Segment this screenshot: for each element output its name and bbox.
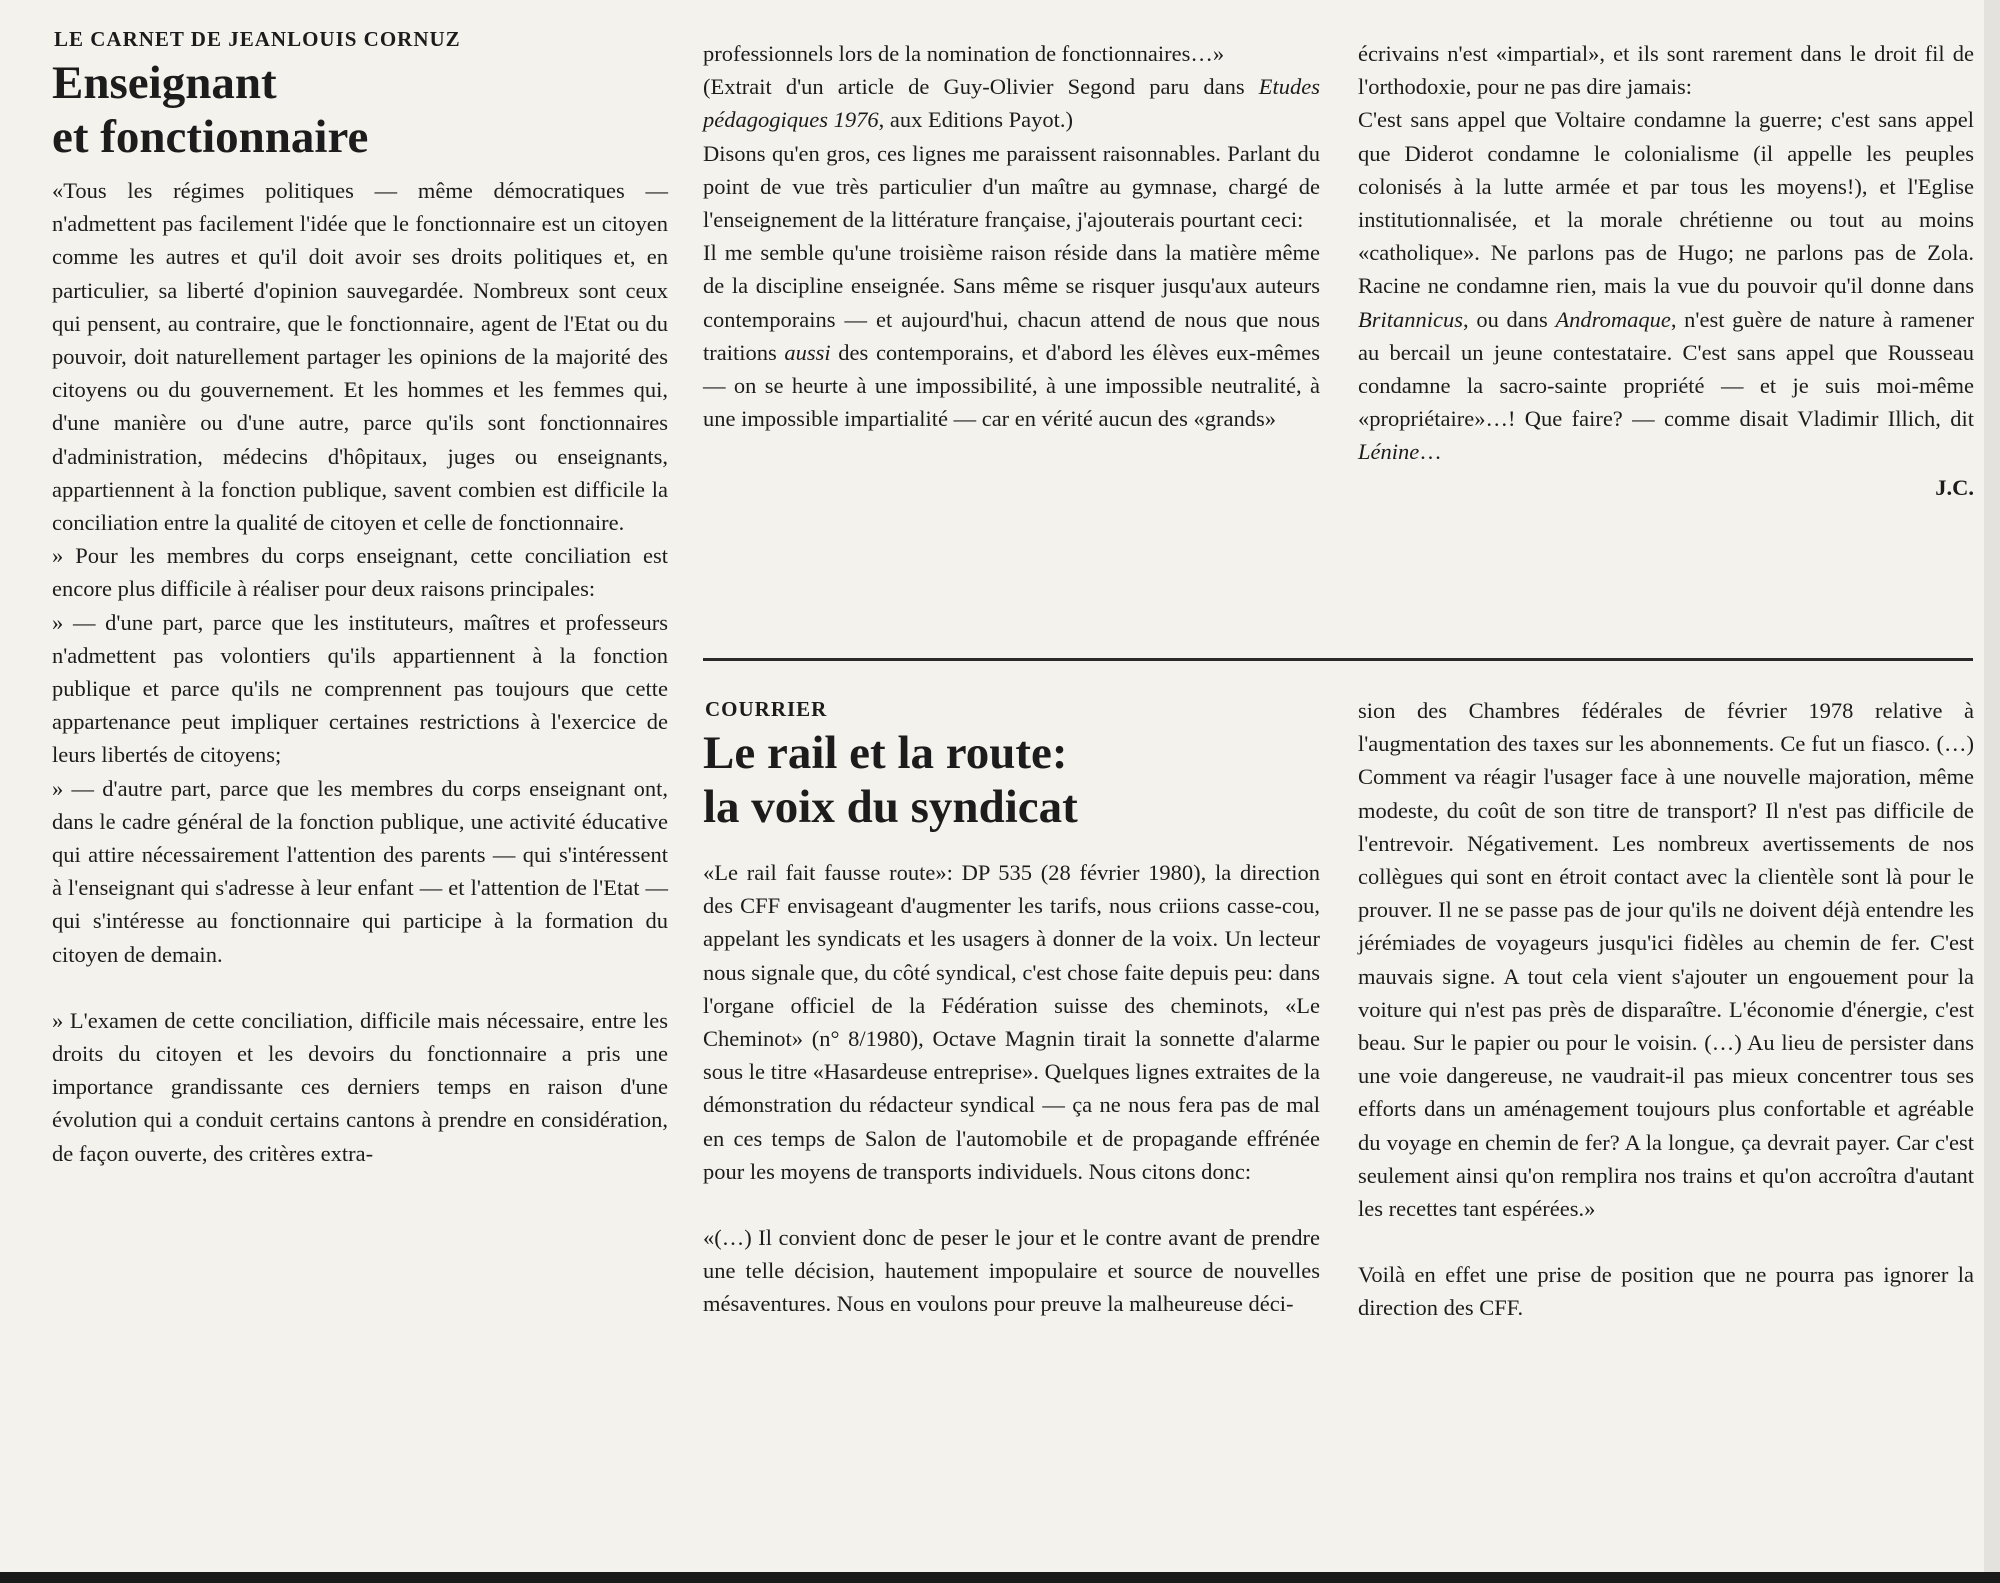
article1-column-2 — [703, 37, 1320, 435]
article1-paragraph: Disons qu'en gros, ces lignes me paraissent raisonnables. Parlant du point de vue très particulier d'un maître au gymnase, chargé de l'enseignement de la littérature française, j'ajouterais pourtant ceci: — [703, 140, 1320, 233]
article1-citation: (Extrait d'un article de Guy-Olivier Segond paru dans Etudes pédagogiques 1976, aux Editions Payot.) — [703, 74, 1320, 133]
article1-paragraph: » — d'autre part, parce que les membres du corps enseignant ont, dans le cadre général de la fonction publique, une activité éducative qui attire nécessairement l'attention des parents — qui s'intéressent à l'enseignant qui s'adresse à leur enfant — et l'attention de l'Etat — qui s'intéresse au fonctionnaire qui participe à la formation du citoyen de demain. — [52, 775, 668, 967]
article1-title — [52, 56, 668, 164]
article2-quote: «(…) Il convient donc de peser le jour et le contre avant de prendre une telle décision, hautement impopulaire et source de nouvelles mésaventures. Nous en voulons pour preuve la malheureuse déci- — [703, 1225, 1320, 1317]
article1-column-1 — [52, 24, 668, 1170]
article1-signature: J.C. — [1935, 474, 1974, 500]
article1-paragraph: «Tous les régimes politiques — même démocratiques — n'admettent pas facilement l'idée que le fonctionnaire est un citoyen comme les autres et qu'il doit avoir ses droits politiques et, en particulier, sa liberté d'opinion sauvegardée. Nombreux sont ceux qui pensent, au contraire, que le fonctionnaire, agent de l'Etat ou du pouvoir, doit naturellement partager les opinions de la majorité des citoyens ou du gouvernement. Et les hommes et les femmes qui, d'une manière ou d'une autre, parce qu'ils sont fonctionnaires d'administration, médecins d'hôpitaux, juges ou enseignants, appartiennent à la fonction publique, savent combien est difficile la conciliation entre la qualité de citoyen et celle de fonctionnaire. — [52, 178, 668, 536]
article1-kicker: LE CARNET DE JEANLOUIS CORNUZ — [54, 27, 461, 51]
article2-column-2 — [1358, 694, 1974, 1325]
article1-paragraph: professionnels lors de la nomination de fonctionnaires…» — [703, 41, 1225, 66]
article2-paragraph: «Le rail fait fausse route»: DP 535 (28 février 1980), la direction des CFF envisageant d'augmenter les tarifs, nous criions casse-cou, appelant les syndicats et les usagers à donner de la voix. Un lecteur nous signale que, du côté syndical, c'est chose faite depuis peu: dans l'organe officiel de la Fédération suisse des cheminots, «Le Cheminot» (n° 8/1980), Octave Magnin tirait la sonnette d'alarme sous le titre «Hasardeuse entreprise». Quelques lignes extraites de la démonstration du rédacteur syndical — ça ne nous fera pas de mal en ces temps de Salon de l'automobile et de propagande effrénée pour les moyens de transports individuels. Nous citons donc: — [703, 860, 1320, 1184]
scan-border — [0, 1572, 2000, 1583]
book-title: Etudes pédagogiques 1976 — [703, 74, 1320, 133]
article2-quote: sion des Chambres fédérales de février 1978 relative à l'augmentation des taxes sur les abonnements. Ce fut un fiasco. (…) Comment va réagir l'usager face à une nouvelle majoration, même modeste, du coût de son titre de transport? Il n'est pas difficile de l'entrevoir. Négativement. Les nombreux avertissements de nos collègues qui sont en étroit contact avec la clientèle sont là pour le prouver. Il ne se passe pas de jour qu'ils ne doivent déjà entendre les jérémiades de voyageurs jusqu'ici fidèles au chemin de fer. C'est mauvais signe. A tout cela vient s'ajouter un engouement pour la voiture qui n'est pas près de disparaître. L'économie d'énergie, c'est beau. Sur le papier ou pour le voisin. (…) Au lieu de persister dans une voie dangereuse, ne vaudrait-il pas mieux concentrer tous ses efforts dans un aménagement toujours plus confortable et agréable du voyage en chemin de fer? A la longue, ça devrait payer. Car c'est seulement ainsi qu'on remplira nos trains et qu'on accroîtra d'autant les recettes tant espérées.» — [1358, 698, 1974, 1222]
article1-paragraph: Il me semble qu'une troisième raison réside dans la matière même de la discipline enseignée. Sans même se risquer jusqu'aux auteurs contemporains — et aujourd'hui, chacun attend de nous que nous traitions aussi des contemporains, et d'abord les élèves eux-mêmes — on se heurte à une impossibilité, à une impossible neutralité, à une impossible impartialité — car en vérité aucun des «grands» — [703, 240, 1320, 432]
article1-paragraph: écrivains n'est «impartial», et ils sont rarement dans le droit fil de l'orthodoxie, pour ne pas dire jamais: — [1358, 41, 1974, 100]
section-divider — [703, 658, 1973, 661]
article1-title-line1: Enseignant — [52, 57, 277, 109]
article1-paragraph: » Pour les membres du corps enseignant, cette conciliation est encore plus difficile à réaliser pour deux raisons principales: — [52, 543, 668, 602]
article2-title-line2: la voix du syndicat — [703, 781, 1078, 833]
page-edge — [1984, 0, 2000, 1583]
article2-title — [703, 726, 1320, 834]
article2-title-line1: Le rail et la route: — [703, 727, 1068, 779]
article2-kicker: COURRIER — [705, 697, 828, 721]
article1-paragraph: C'est sans appel que Voltaire condamne la guerre; c'est sans appel que Diderot condamne le colonialisme (il appelle les peuples colonisés à la lutte armée et par tous les moyens!), et l'Eglise institutionnalisée, et la morale chrétienne ou tout au moins «catholique». Ne parlons pas de Hugo; ne parlons pas de Zola. Racine ne condamne rien, mais la vue du pouvoir qu'il donne dans Britannicus, ou dans Andromaque, n'est guère de nature à ramener au bercail un jeune contestataire. C'est sans appel que Rousseau condamne la sacro-sainte propriété — et je suis moi-même «propriétaire»…! Que faire? — comme disait Vladimir Illich, dit Lénine… — [1358, 107, 1974, 465]
article2-column-1 — [703, 694, 1320, 1321]
article1-column-3 — [1358, 37, 1974, 504]
article1-title-line2: et fonctionnaire — [52, 111, 369, 163]
article2-paragraph: Voilà en effet une prise de position que ne pourra pas ignorer la direction des CFF. — [1358, 1262, 1974, 1321]
article1-paragraph: » L'examen de cette conciliation, difficile mais nécessaire, entre les droits du citoyen et les devoirs du fonctionnaire a pris une importance grandissante ces derniers temps en raison d'une évolution qui a conduit certains cantons à prendre en considération, de façon ouverte, des critères extra- — [52, 1007, 668, 1166]
article1-paragraph: » — d'une part, parce que les instituteurs, maîtres et professeurs n'admettent pas volontiers qu'ils appartiennent à la fonction publique et parce qu'ils ne comprennent pas toujours que cette appartenance peut impliquer certaines restrictions à l'exercice de leurs libertés de citoyens; — [52, 609, 668, 768]
